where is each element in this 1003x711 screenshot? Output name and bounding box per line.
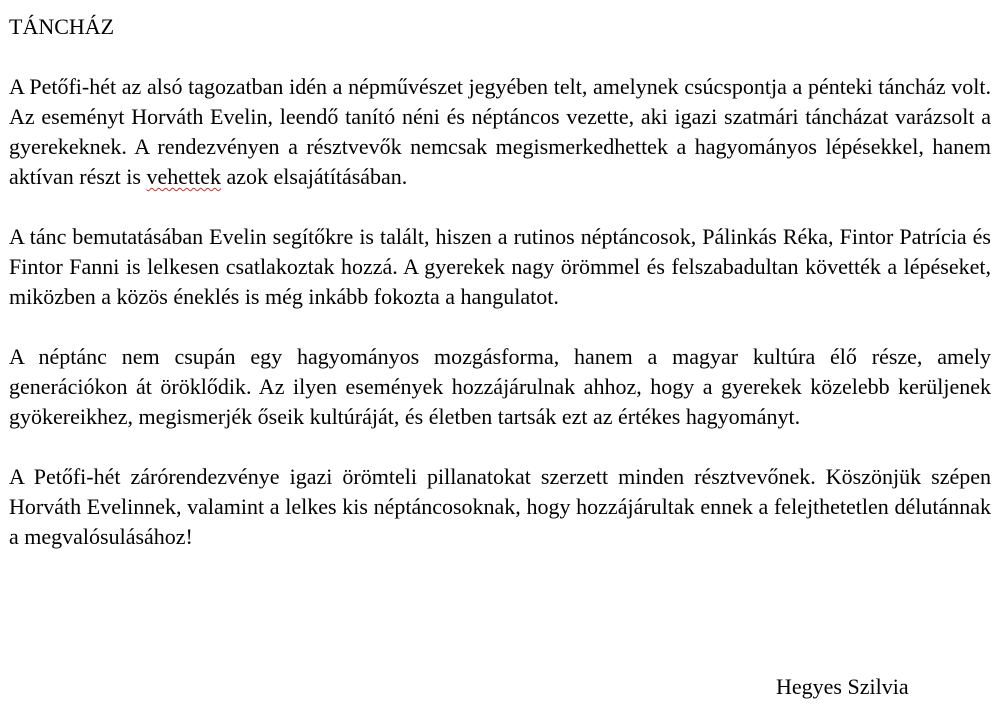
blank-line xyxy=(9,192,991,222)
paragraph-1-text-before: A Petőfi-hét az alsó tagozatban idén a népművészet jegyében telt, amelynek csúcspontja a pénteki táncház volt. Az eseményt Horváth Evelin, leendő tanító néni és néptáncos vezette, aki igazi szatmári táncházat varázsolt a gyerekeknek. A rendezvényen a résztvevők nemcsak megismerkedhettek a hagyományos lépésekkel, hanem aktívan részt is xyxy=(9,74,991,189)
blank-line xyxy=(9,312,991,342)
document-title: TÁNCHÁZ xyxy=(9,14,115,39)
blank-line xyxy=(9,432,991,462)
paragraph-4: A Petőfi-hét zárórendezvénye igazi örömteli pillanatokat szerzett minden résztvevőnek. Köszönjük szépen Horváth Evelinnek, valamint a lelkes kis néptáncosoknak, hogy hozzájárultak ennek a felejthetetlen délutánnak a megvalósulásához! xyxy=(9,464,991,549)
paragraph-3: A néptánc nem csupán egy hagyományos mozgásforma, hanem a magyar kultúra élő része, amely generációkon át öröklődik. Az ilyen események hozzájárulnak ahhoz, hogy a gyerekek közelebb kerüljenek gyökereikhez, megismerjék őseik kultúráját, és életben tartsák ezt az értékes hagyományt. xyxy=(9,344,991,429)
spellcheck-flagged-word[interactable]: vehettek xyxy=(146,164,221,189)
document-body[interactable] xyxy=(9,12,991,552)
paragraph-1-text-after: azok elsajátításában. xyxy=(221,164,408,189)
paragraph-2: A tánc bemutatásában Evelin segítőkre is talált, hiszen a rutinos néptáncosok, Pálinkás Réka, Fintor Patrícia és Fintor Fanni is lelkesen csatlakoztak hozzá. A gyerekek nagy örömmel és felszabadultan követték a lépéseket, miközben a közös éneklés is még inkább fokozta a hangulatot. xyxy=(9,224,991,309)
paragraph-1 xyxy=(9,72,991,192)
blank-line xyxy=(9,42,991,72)
author-signature: Hegyes Szilvia xyxy=(776,674,909,699)
